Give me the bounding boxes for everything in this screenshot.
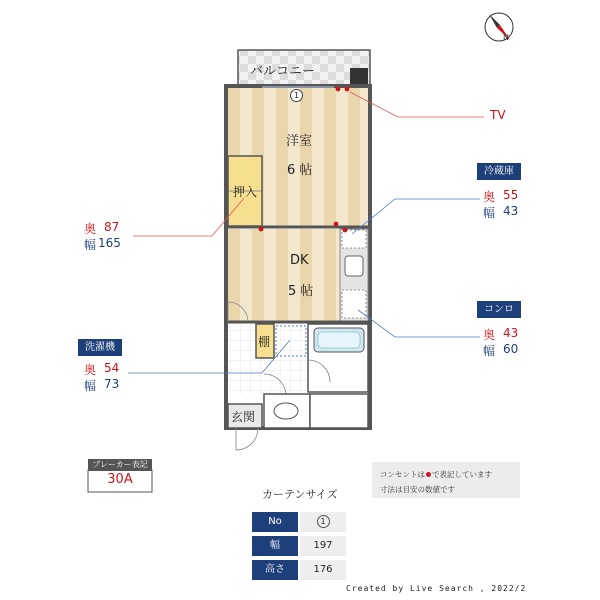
western-room-size: 6 帖 [287, 163, 313, 178]
fridge-width-key: 幅 [483, 206, 496, 220]
closet-width-key: 幅 [84, 238, 97, 252]
dk-label: DK [290, 253, 309, 268]
balcony-drain [350, 68, 368, 86]
breaker-value: 30A [107, 472, 133, 487]
curtain-key-no: No [252, 512, 298, 532]
outlet-marker [343, 228, 348, 233]
closet-depth-key: 奥 [84, 222, 97, 236]
outlet-marker [334, 222, 339, 227]
washroom [310, 394, 368, 428]
stove-depth-key: 奥 [483, 328, 496, 342]
curtain-no-marker: 1 [317, 515, 330, 528]
footer-credit: Created by Live Search , 2022/2 [346, 584, 527, 593]
closet-width-value: 165 [98, 236, 121, 250]
washer-width-value: 73 [104, 377, 120, 391]
tv-label: TV [490, 108, 506, 122]
breaker-label: ブレーカー表記 [88, 459, 152, 471]
dk-floor [228, 229, 340, 321]
stove-width-key: 幅 [483, 344, 496, 358]
stove-depth-value: 43 [503, 326, 519, 340]
note-line-1a: コンセントは [380, 470, 425, 479]
closet-depth-value: 87 [104, 220, 120, 234]
fridge-width-value: 43 [503, 204, 519, 218]
note-line-1b: で表記しています [432, 470, 492, 479]
note-line-1 [380, 469, 492, 480]
note-line-2: 寸法は目安の数値です [380, 485, 455, 494]
curtain-title: カーテンサイズ [262, 488, 338, 501]
fridge-depth-key: 奥 [483, 190, 496, 204]
washer-width-key: 幅 [84, 379, 97, 393]
balcony-label: バルコニー [250, 64, 316, 79]
outlet-marker [336, 87, 341, 92]
oshiire-label: 押入 [233, 185, 258, 199]
genkan-label: 玄関 [231, 410, 256, 424]
fridge-tag: 冷蔵庫 [477, 163, 521, 180]
curtain-value-width: 197 [300, 536, 346, 556]
fridge-depth-value: 55 [503, 188, 519, 202]
washer-tag: 洗濯機 [78, 339, 122, 356]
curtain-key-width: 幅 [252, 536, 298, 556]
curtain-value-no [300, 512, 346, 532]
compass-north-glyph: N [503, 33, 509, 42]
stove-space [342, 290, 366, 318]
sink [345, 256, 363, 276]
toilet [274, 403, 298, 419]
curtain-key-height: 高さ [252, 560, 298, 580]
dk-size: 5 帖 [288, 284, 314, 299]
outlet-marker [345, 87, 350, 92]
note-outlet-icon [426, 472, 431, 477]
stove-width-value: 60 [503, 342, 519, 356]
western-room-label: 洋室 [286, 134, 313, 149]
window-marker: 1 [290, 89, 303, 102]
stove-tag: コンロ [477, 301, 521, 318]
washer-depth-key: 奥 [84, 363, 97, 377]
stove-leader-line [358, 310, 480, 337]
washer-depth-value: 54 [104, 361, 120, 375]
curtain-value-height: 176 [300, 560, 346, 580]
outlet-marker [259, 227, 264, 232]
tana-label: 棚 [258, 335, 271, 349]
